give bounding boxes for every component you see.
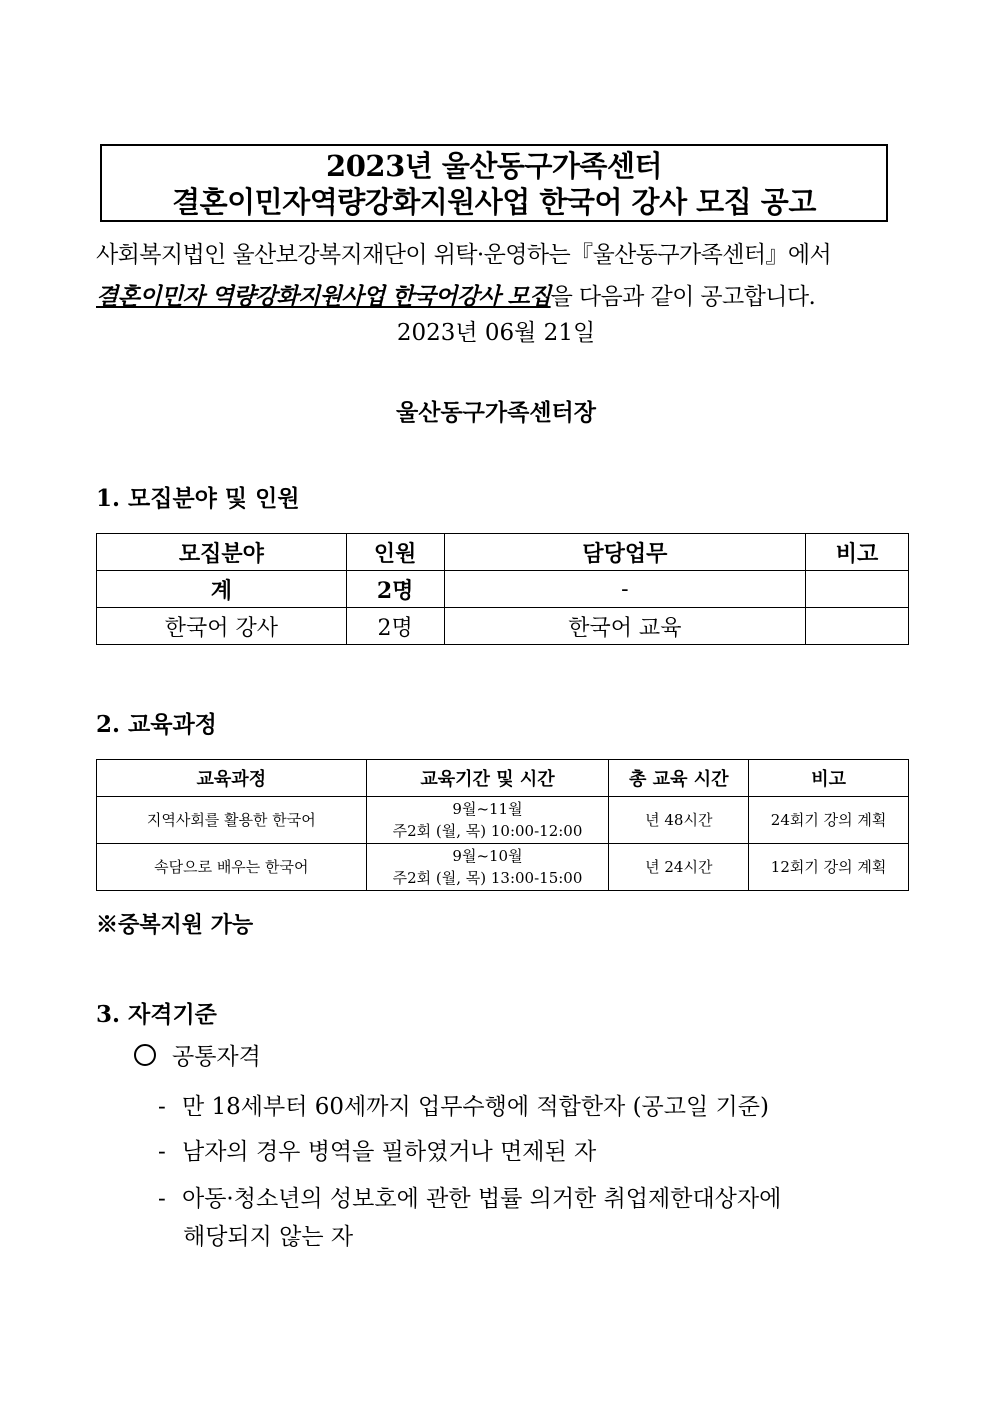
- intro-line-2: [96, 282, 896, 312]
- qualification-text: 남자의 경우 병역을 필하였거나 면제된 자: [182, 1139, 597, 1165]
- table-cell: 년 48시간: [609, 797, 749, 844]
- table-cell: [366, 797, 609, 844]
- period-schedule: 주2회 (월, 목) 10:00-12:00: [392, 822, 583, 840]
- table-cell: 한국어 교육: [444, 608, 806, 645]
- intro-line-1: 사회복지법인 울산보강복지재단이 위탁·운영하는『울산동구가족센터』에서: [96, 242, 832, 268]
- table-row: [97, 844, 909, 891]
- table-cell: 계: [97, 571, 347, 608]
- table-cell: [366, 844, 609, 891]
- announcement-date: 2023년 06월 21일: [396, 320, 596, 346]
- table-row: [97, 797, 909, 844]
- duplicate-application-note: ※중복지원 가능: [96, 912, 254, 938]
- common-qualification-heading: [134, 1042, 261, 1072]
- period-months: 9월~10월: [452, 847, 523, 865]
- table-cell: 년 24시간: [609, 844, 749, 891]
- table-cell: 한국어 강사: [97, 608, 347, 645]
- table-header-cell: 인원: [346, 534, 444, 571]
- section-title-recruitment: 1. 모집분야 및 인원: [96, 485, 300, 512]
- period-schedule: 주2회 (월, 목) 13:00-15:00: [392, 869, 583, 887]
- table-cell: 12회기 강의 계획: [749, 844, 909, 891]
- period-months: 9월~11월: [452, 800, 523, 818]
- circle-bullet-icon: [134, 1044, 156, 1066]
- title-line-2: 결혼이민자역량강화지원사업 한국어 강사 모집 공고: [172, 185, 816, 219]
- qualification-text: 아동·청소년의 성보호에 관한 법률 의거한 취업제한대상자에: [182, 1186, 782, 1212]
- section-title-qualifications: 3. 자격기준: [96, 1001, 217, 1028]
- table-cell: 24회기 강의 계획: [749, 797, 909, 844]
- table-header-cell: 총 교육 시간: [609, 760, 749, 797]
- table-header-row: [97, 534, 909, 571]
- table-cell: 속담으로 배우는 한국어: [97, 844, 367, 891]
- table-row: [97, 608, 909, 645]
- organization-head: 울산동구가족센터장: [396, 399, 596, 426]
- intro-emphasis: 결혼이민자 역량강화지원사업 한국어강사 모집: [96, 283, 551, 310]
- table-header-cell: 교육과정: [97, 760, 367, 797]
- table-cell: [806, 608, 909, 645]
- table-cell: 2명: [346, 571, 444, 608]
- table-row: [97, 571, 909, 608]
- table-header-row: [97, 760, 909, 797]
- table-cell: 지역사회를 활용한 한국어: [97, 797, 367, 844]
- qualification-item: [158, 1137, 898, 1167]
- table-header-cell: 비고: [806, 534, 909, 571]
- intro-rest: 을 다음과 같이 공고합니다.: [550, 284, 816, 310]
- curriculum-table: [96, 759, 909, 891]
- table-header-cell: 모집분야: [97, 534, 347, 571]
- qualification-text: 만 18세부터 60세까지 업무수행에 적합한자 (공고일 기준): [182, 1094, 769, 1120]
- dash-bullet: -: [158, 1186, 166, 1212]
- table-header-cell: 담당업무: [444, 534, 806, 571]
- common-qualification-label: 공통자격: [172, 1044, 261, 1070]
- table-cell: 2명: [346, 608, 444, 645]
- qualification-item: [158, 1184, 898, 1214]
- title-box: [100, 144, 888, 222]
- dash-bullet: -: [158, 1139, 166, 1165]
- table-header-cell: 비고: [749, 760, 909, 797]
- table-cell: -: [444, 571, 806, 608]
- dash-bullet: -: [158, 1094, 166, 1120]
- qualification-item-continued: 해당되지 않는 자: [183, 1224, 354, 1250]
- qualification-item: [158, 1092, 898, 1122]
- table-header-cell: 교육기간 및 시간: [366, 760, 609, 797]
- table-cell: [806, 571, 909, 608]
- recruitment-table: [96, 533, 909, 645]
- title-line-1: 2023년 울산동구가족센터: [326, 149, 662, 183]
- section-title-curriculum: 2. 교육과정: [96, 711, 217, 738]
